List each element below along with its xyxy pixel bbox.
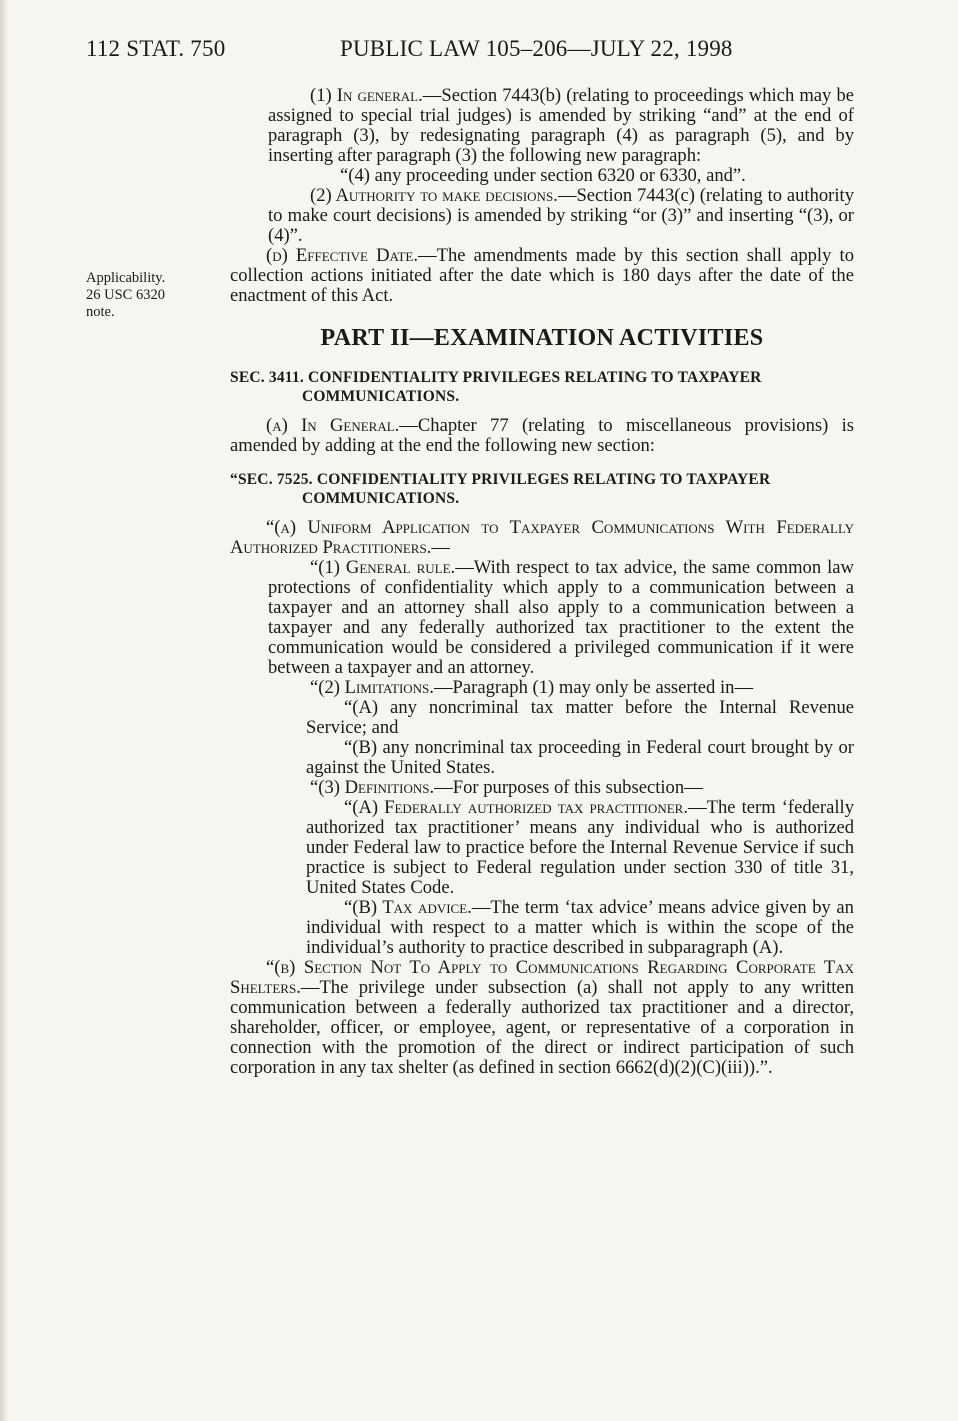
definition-heading: “(B) Tax advice. [344,897,472,918]
margin-note-line: note. [86,304,115,320]
subsection-text: —Chapter 77 (relating to miscellaneous provisions) is amended by adding at the end the following new section: [230,415,854,456]
subsection-heading: (a) In General. [266,415,400,436]
margin-note [86,270,196,321]
subsection-text: —The privilege under subsection (a) shall not apply to any written communication between a federally authorized tax practitioner and a director, shareholder, officer, or employee, agent, or representative of a corporation in connection with the promotion of the direct or indirect participation of such corporation in any tax shelter (as defined in section 6662(d)(2)(C)(iii)).”. [230,977,854,1078]
new-subsection-a [230,518,854,558]
subsection-heading: “(b) Section Not To Apply to Communications Regarding Corporate Tax Shelters. [230,957,854,998]
paragraph-general-rule [230,558,854,678]
paragraph-heading: “(3) Definitions. [310,777,435,798]
paragraph-text: —With respect to tax advice, the same common law protections of confidentiality which apply to a communication between a taxpayer and an attorney shall also apply to a communication between a taxpayer and any federally authorized tax practitioner to the extent the communication would be considered a privileged communication if it were between a taxpayer and an attorney. [268,557,854,678]
running-head: PUBLIC LAW 105–206—JULY 22, 1998 [340,36,733,61]
definition-practitioner [230,798,854,898]
paragraph-text: —For purposes of this subsection— [434,777,703,798]
paragraph-text: —Paragraph (1) may only be asserted in— [433,677,754,698]
paragraph-1 [230,86,854,166]
section-heading-7525 [230,470,854,508]
section-title: CONFIDENTIALITY PRIVILEGES RELATING TO TAXPAYER COMMUNICATIONS. [302,369,762,405]
paragraph-text: —Section 7443(b) (relating to proceedings which may be assigned to special trial judges) is amended by striking “and” at the end of paragraph (3), by redesignating paragraph (4) as paragraph (5), and by inserting after paragraph (3) the following new paragraph: [268,85,854,166]
scan-edge [0,0,8,1421]
folio: 112 STAT. 750 [86,36,226,61]
paragraph-heading: “(2) Limitations. [310,677,434,698]
part-heading: PART II—EXAMINATION ACTIVITIES [320,325,764,351]
margin-note-line: Applicability. [86,270,166,286]
margin-note-line: 26 USC 6320 [86,287,165,303]
section-title: CONFIDENTIALITY PRIVILEGES RELATING TO TAXPAYER COMMUNICATIONS. [302,471,771,507]
paragraph-text: —Section 7443(c) (relating to authority to make court decisions) is amended by striking “or (3)” and inserting “(3), or (4)”. [268,185,855,246]
page-header [86,36,766,66]
section-number: SEC. 3411. [230,369,304,386]
section-heading-3411 [230,368,854,406]
definition-text: —The term ‘tax advice’ means advice given by an individual with respect to a matter which is within the scope of the individual’s authority to practice described in subparagraph (A). [306,897,854,958]
paragraph-heading: (2) Authority to make decisions. [310,185,558,206]
quoted-paragraph: “(4) any proceeding under section 6320 or 6330, and”. [340,165,746,186]
new-subsection-b [230,958,854,1078]
paragraph-heading: “(1) General rule. [310,557,456,578]
definition-tax-advice [230,898,854,958]
paragraph-limitations [230,678,854,698]
subsection-dash: — [431,537,450,558]
subsection-a [230,416,854,456]
paragraph-2 [230,186,854,246]
body-text [230,86,854,1078]
subsection-heading: “(a) Uniform Application to Taxpayer Communications With Federally Authorized Practitioners. [230,517,854,558]
subsection-text: —The amendments made by this section shall apply to collection actions initiated after the date which is 180 days after the date of the enactment of this Act. [230,245,854,306]
spacer [230,456,854,470]
subsection-heading: (d) Effective Date. [266,245,419,266]
definition-heading: “(A) Federally authorized tax practitioner. [344,797,688,818]
section-number: “SEC. 7525. [230,471,313,488]
paragraph-heading: (1) In general. [310,85,423,106]
paragraph-definitions [230,778,854,798]
subparagraph-a: “(A) any noncriminal tax matter before the Internal Revenue Service; and [306,697,854,738]
subparagraph-b: “(B) any noncriminal tax proceeding in Federal court brought by or against the United States. [306,737,854,778]
subsection-d [230,246,854,306]
definition-text: —The term ‘federally authorized tax practitioner’ means any individual who is authorized under Federal law to practice before the Internal Revenue Service if such practice is subject to Federal regulation under section 330 of title 31, United States Code. [306,797,854,898]
